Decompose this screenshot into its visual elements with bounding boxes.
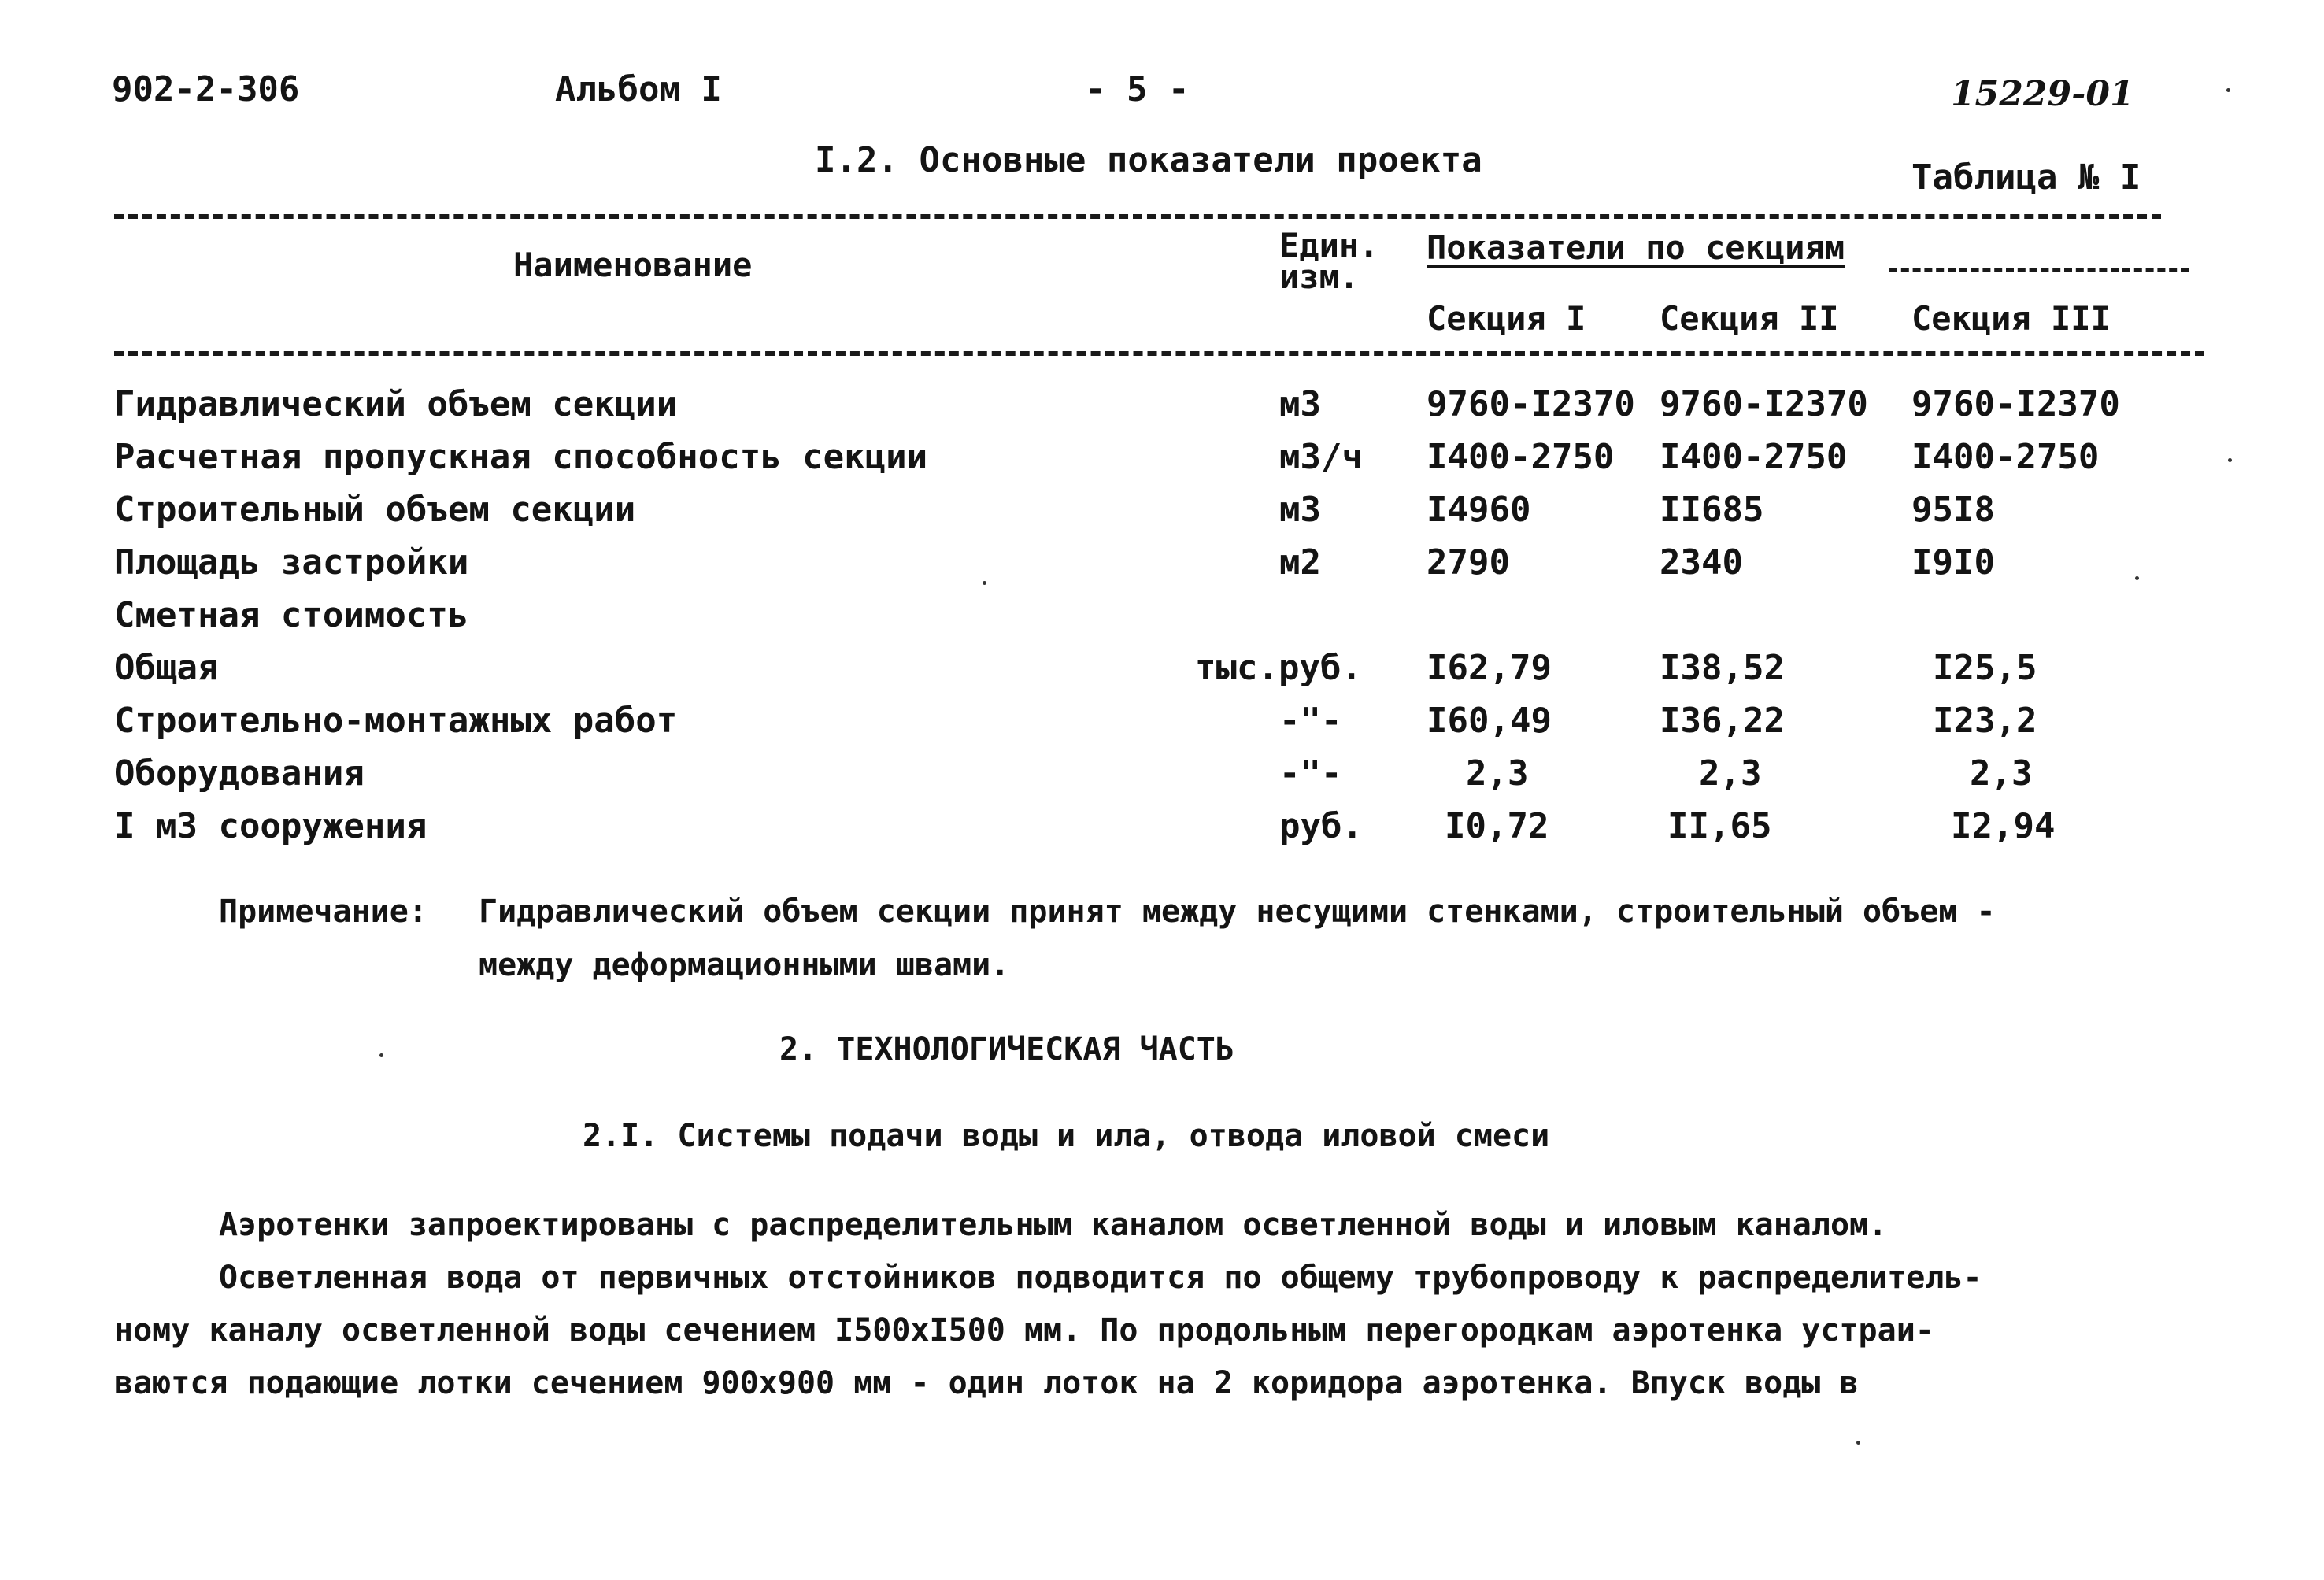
table-cell: I400-2750 (1427, 437, 1615, 477)
table-cell: I60,49 (1427, 701, 1552, 741)
table-cell: 95I8 (1911, 490, 1995, 530)
note-label: Примечание: (219, 894, 427, 930)
doc-code: 902-2-306 (112, 69, 300, 109)
table-row-name: Сметная стоимость (114, 595, 469, 635)
inventory-number: 15229-01 (1951, 74, 2134, 114)
table-cell: I36,22 (1660, 701, 1785, 741)
col-header-section-2: Секция II (1660, 299, 1839, 338)
page-number: - 5 - (1085, 69, 1190, 109)
table-top-rule (114, 214, 2161, 219)
table-cell: I0,72 (1445, 806, 1549, 846)
table-row-name: I м3 сооружения (114, 806, 427, 846)
scan-speck (983, 581, 986, 585)
scan-speck (379, 1053, 383, 1057)
note-text-line-1: Гидравлический объем секции принят между несущими стенками, строительный объем - (479, 894, 1996, 930)
table-cell: I23,2 (1933, 701, 2037, 741)
scan-speck (2135, 576, 2139, 580)
scan-speck (1856, 1441, 1860, 1445)
table-title: I.2. Основные показатели проекта (815, 140, 1482, 180)
table-cell: 2,3 (1699, 753, 1762, 794)
table-row-name: Строительно-монтажных работ (114, 701, 678, 741)
table-row-name: Расчетная пропускная способность секции (114, 437, 928, 477)
section-title: 2. ТЕХНОЛОГИЧЕСКАЯ ЧАСТЬ (779, 1031, 1234, 1068)
col-header-unit: Един. изм. (1279, 226, 1379, 296)
table-cell: 2,3 (1466, 753, 1529, 794)
table-label: Таблица № I (1911, 157, 2141, 198)
table-cell: I400-2750 (1911, 437, 2100, 477)
table-row-name: Площадь застройки (114, 542, 469, 583)
table-header-rule (114, 351, 2204, 356)
table-cell: 9760-I2370 (1427, 384, 1635, 424)
table-cell: I38,52 (1660, 648, 1785, 688)
table-row-unit: м3 (1279, 490, 1321, 530)
table-cell: I62,79 (1427, 648, 1552, 688)
table-cell: II685 (1660, 490, 1764, 530)
col-header-name: Наименование (513, 246, 753, 284)
col-header-section-3: Секция III (1911, 299, 2111, 338)
table-cell: 2790 (1427, 542, 1510, 583)
table-row-unit: руб. (1279, 806, 1363, 846)
paragraph-line: Аэротенки запроектированы с распределительным каналом осветленной воды и иловым каналом. (219, 1207, 1888, 1243)
col-header-section-1: Секция I (1427, 299, 1586, 338)
album-label: Альбом I (555, 69, 722, 109)
table-cell: 2,3 (1970, 753, 2033, 794)
table-row-unit: м2 (1279, 542, 1321, 583)
paragraph-line: ному каналу осветленной воды сечением I500xI500 мм. По продольным перегородкам аэротенка устраи- (114, 1312, 1934, 1349)
paragraph-line: Осветленная вода от первичных отстойников подводится по общему трубопроводу к распределитель- (219, 1260, 1982, 1296)
group-header-rule (1889, 268, 2189, 272)
table-cell: 9760-I2370 (1660, 384, 1868, 424)
table-row-unit: м3 (1279, 384, 1321, 424)
scan-speck (2228, 458, 2232, 462)
table-row-unit: м3/ч (1279, 437, 1363, 477)
table-row-unit: тыс.руб. (1195, 648, 1362, 688)
table-row-name: Гидравлический объем секции (114, 384, 678, 424)
table-cell: I400-2750 (1660, 437, 1848, 477)
scan-speck (2226, 88, 2230, 92)
table-cell: II,65 (1667, 806, 1772, 846)
table-cell: 2340 (1660, 542, 1743, 583)
col-header-group: Показатели по секциям (1427, 228, 1845, 267)
note-text-line-2: между деформационными швами. (479, 947, 1010, 983)
table-row-unit: -"- (1279, 753, 1342, 794)
table-cell: I25,5 (1933, 648, 2037, 688)
subsection-title: 2.I. Системы подачи воды и ила, отвода иловой смеси (583, 1118, 1550, 1154)
table-cell: I9I0 (1911, 542, 1995, 583)
table-row-unit: -"- (1279, 701, 1342, 741)
table-row-name: Строительный объем секции (114, 490, 636, 530)
table-cell: 9760-I2370 (1911, 384, 2120, 424)
table-row-name: Общая (114, 648, 219, 688)
paragraph-line: ваются подающие лотки сечением 900x900 мм - один лоток на 2 коридора аэротенка. Впуск воды в (114, 1365, 1859, 1401)
table-cell: I4960 (1427, 490, 1531, 530)
table-row-name: Оборудования (114, 753, 365, 794)
table-cell: I2,94 (1951, 806, 2056, 846)
